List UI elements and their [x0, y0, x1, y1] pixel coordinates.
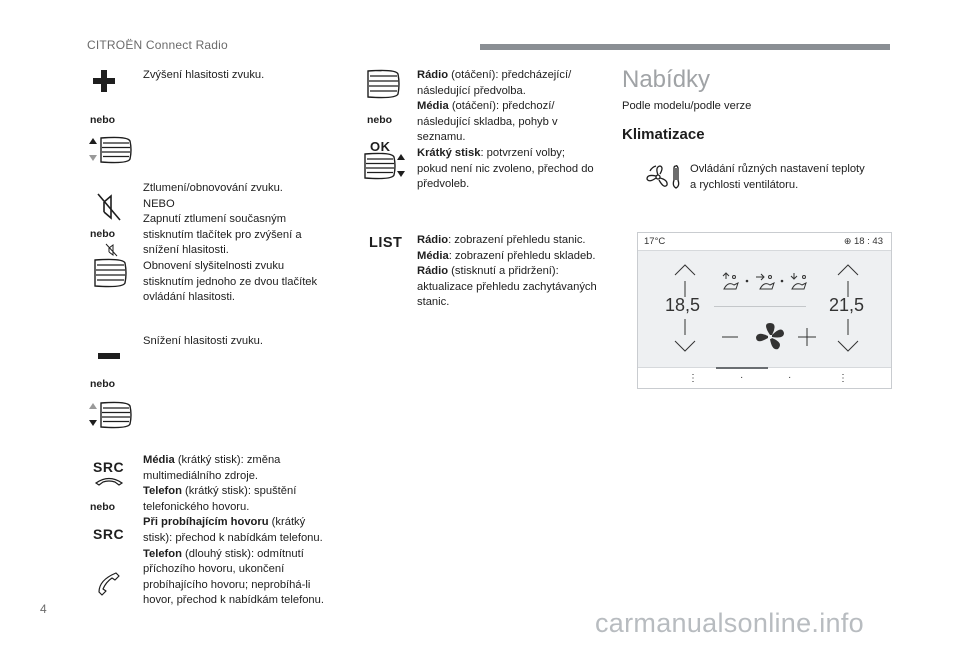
ok-label: OK	[370, 139, 391, 154]
plus-icon	[93, 70, 115, 92]
dot-icon[interactable]: ·	[788, 372, 792, 383]
radio-wheel-text: Rádio (otáčení): předcházející/ následující předvolba. Média (otáčení): předchozí/ následující skladba, pohyb v seznamu. Krátký stisk: potvrzení volby; pokud není nic zvoleno, přechod do předvoleb.	[417, 69, 594, 191]
climate-heading: Klimatizace	[622, 126, 705, 143]
list-label: LIST	[369, 235, 403, 251]
section-heading: Nabídky	[622, 66, 711, 93]
clock-icon: ⊕	[843, 236, 854, 246]
mute-speaker-small-icon	[106, 243, 118, 257]
minus-icon	[98, 353, 120, 359]
phone-handset-icon	[95, 571, 121, 597]
mute-text: Ztlumení/obnovování zvuku. NEBO Zapnutí ztlumení současným stisknutím tlačítek pro zvýšení a snížení hlasitosti. Obnovení slyšitelnosti zvuku stisknutím jednoho ze dvou tlačítek ovládání hlasitosti.	[143, 182, 318, 304]
clock: ⊕ 18 : 43	[843, 236, 883, 247]
header-bar	[480, 44, 890, 50]
outside-temp: 17°C	[644, 236, 666, 247]
screen-bottom-bar	[638, 367, 891, 388]
thumbwheel-up-icon	[88, 137, 132, 163]
header-title: CITROËN Connect Radio	[87, 38, 228, 52]
nebo-label: nebo	[367, 114, 393, 126]
thumbwheel-icon	[366, 70, 400, 98]
dot-icon[interactable]: ·	[740, 372, 744, 383]
airflow-distribution-icons[interactable]	[720, 271, 812, 293]
mute-speaker-icon	[96, 192, 122, 222]
src-label: SRC	[93, 526, 125, 542]
climate-text: Ovládání různých nastavení teploty a rychlosti ventilátoru.	[690, 163, 865, 191]
watermark: carmanualsonline.info	[595, 608, 864, 638]
page-number: 4	[40, 602, 47, 616]
menu-dots-icon[interactable]: ⋮	[838, 373, 848, 384]
screen-status-bar	[638, 233, 891, 251]
section-subheading: Podle modelu/podle verze	[622, 100, 752, 112]
volume-up-text: Zvýšení hlasitosti zvuku.	[143, 69, 265, 81]
nebo-label: nebo	[90, 228, 116, 240]
list-text: Rádio: zobrazení přehledu stanic. Média: zobrazení přehledu skladeb. Rádio (stisknutí a přidržení): aktualizace přehledu zachytávaných stanic.	[417, 234, 597, 309]
left-temp-value: 18,5	[665, 295, 701, 315]
nebo-label: nebo	[90, 378, 116, 390]
nebo-label: nebo	[90, 114, 116, 126]
fan-speed-control[interactable]	[722, 321, 818, 353]
airflow-divider	[714, 306, 806, 307]
thumbwheel-down-icon	[88, 402, 132, 428]
nebo-label: nebo	[90, 501, 116, 513]
src-text: Média (krátký stisk): změna multimediálního zdroje. Telefon (krátký stisk): spuštění telefonického hovoru. Při probíhajícím hovoru (krátký stisk): přechod k nabídkám telefonu. Telefon (dlouhý stisk): odmítnutí příchozího hovoru, ukončení probíhajícího hovoru; neprobíhá-li hovor, přechod k nabídkám telefonu.	[143, 454, 324, 607]
climate-screen	[637, 232, 892, 389]
volume-down-text: Snížení hlasitosti zvuku.	[143, 335, 264, 347]
menu-dots-icon[interactable]: ⋮	[688, 373, 698, 384]
thumbwheel-icon	[93, 259, 127, 287]
thumbwheel-ok-icon	[364, 153, 406, 179]
src-label: SRC	[93, 459, 125, 475]
phone-handset-icon	[94, 476, 124, 486]
climate-icon	[646, 164, 682, 190]
active-tab-indicator	[716, 367, 768, 369]
fan-icon	[756, 323, 784, 349]
right-temp-value: 21,5	[829, 295, 865, 315]
